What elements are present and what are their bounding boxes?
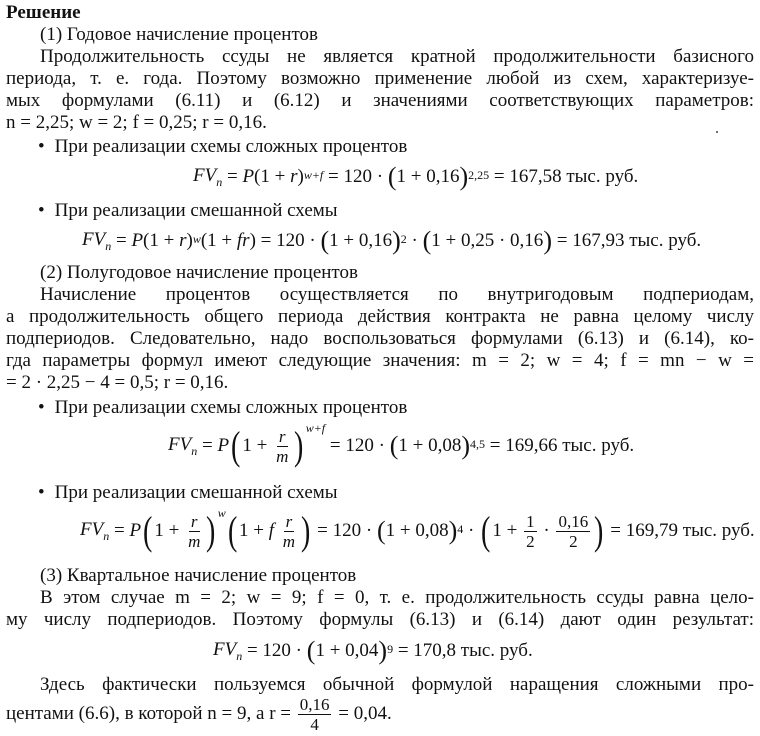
s1-line-1: Продолжительность ссуды не является кратной продолжительности базисного — [40, 46, 754, 67]
s1-line-2: периода, т. е. года. Поэтому возможно применение любой из схем, характеризуе- — [6, 68, 754, 89]
section-2-title: (2) Полугодовое начисление процентов — [40, 262, 358, 283]
s2-line-3: подпериодов. Следовательно, надо воспользоваться формулами (6.13) и (6.14), ко- — [6, 328, 754, 349]
s1-bullet-compound: • При реализации схемы сложных процентов — [38, 136, 754, 158]
formula-1-result: = 167,58 тыс. руб. — [493, 166, 639, 187]
formula-4: $FV_n$ = P ( 1 + $\frac{r}{m}$ ) $^w$ ( 1 + f $\frac{r}{m}$ ) = 120 · ( 1 + 0,08 ) $^4$ · ( 1 + $\frac{1}{2}$ · $\frac{0,16}{2}$ ) = 169,79 тыс. руб. — [80, 505, 755, 553]
formula-4-result: = 169,79 тыс. руб. — [610, 520, 755, 541]
section-1-title: (1) Годовое начисление процентов — [40, 24, 318, 45]
s3-final-line-2-text: центами (6.6), в которой n = 9, а r = — [6, 703, 291, 724]
s2-line-4: гда параметры формул имеют следующие значения: m = 2; w = 4; f = mn − w = — [6, 350, 754, 371]
formula-3-result: = 169,66 тыс. руб. — [489, 435, 635, 456]
s2-line-1: Начисление процентов осуществляется по внутригодовым подпериодам, — [40, 284, 754, 305]
formula-3: $FV_n$ = P ( 1 + $\frac{r}{m}$ ) $^{w+f}$ = 120 · ( 1 + 0,08 ) $^{4,5}$ = 169,66 тыс. руб. — [168, 420, 635, 468]
formula-5-result: = 170,8 тыс. руб. — [397, 640, 533, 661]
s1-line-4: n = 2,25; w = 2; f = 0,25; r = 0,16. — [6, 112, 267, 133]
s2-line-2: а продолжительность общего периода действия контракта не равна целому числу — [6, 306, 754, 327]
formula-2: $FV_n$ = P (1 + r ) $^w$ (1 + fr ) = 120 · ( 1 + 0,16 ) $^2$ · ( 1 + 0,25 · 0,16 ) = 167,93 тыс. руб. — [82, 226, 702, 255]
s3-final-line-2: центами (6.6), в которой n = 9, а r = $\frac{0,16}{4}$ = 0,04. — [6, 694, 392, 734]
formula-2-result: = 167,93 тыс. руб. — [556, 230, 702, 251]
s2-bullet-compound: • При реализации схемы сложных процентов — [38, 397, 754, 419]
formula-1: $FV_n$ = P (1 + r ) $^{w+f}$ = 120 · ( 1 + 0,16 ) $^{2,25}$ = 167,58 тыс. руб. — [193, 162, 639, 191]
speck — [716, 131, 718, 133]
heading: Решение — [6, 2, 81, 23]
s3-final-line-2-result: = 0,04. — [338, 703, 392, 724]
s3-line-1: В этом случае m = 2; w = 9; f = 0, т. е. продолжительность ссуды равна цело- — [40, 587, 754, 608]
s1-line-3: мых формулами (6.11) и (6.12) и значениями соответствующих параметров: — [6, 90, 754, 111]
section-3-title: (3) Квартальное начисление процентов — [40, 565, 357, 586]
s3-line-2: му числу подпериодов. Поэтому формулы (6.13) и (6.14) дают один результат: — [6, 609, 754, 630]
s3-final-line-1: Здесь фактически пользуемся обычной формулой наращения сложными про- — [40, 674, 754, 695]
s1-bullet-mixed: • При реализации смешанной схемы — [38, 200, 754, 222]
formula-5: $FV_n$ = 120 · ( 1 + 0,04 ) $^9$ = 170,8 тыс. руб. — [213, 636, 533, 665]
s2-line-5: = 2 · 2,25 − 4 = 0,5; r = 0,16. — [6, 372, 229, 393]
s2-bullet-mixed: • При реализации смешанной схемы — [38, 482, 754, 504]
